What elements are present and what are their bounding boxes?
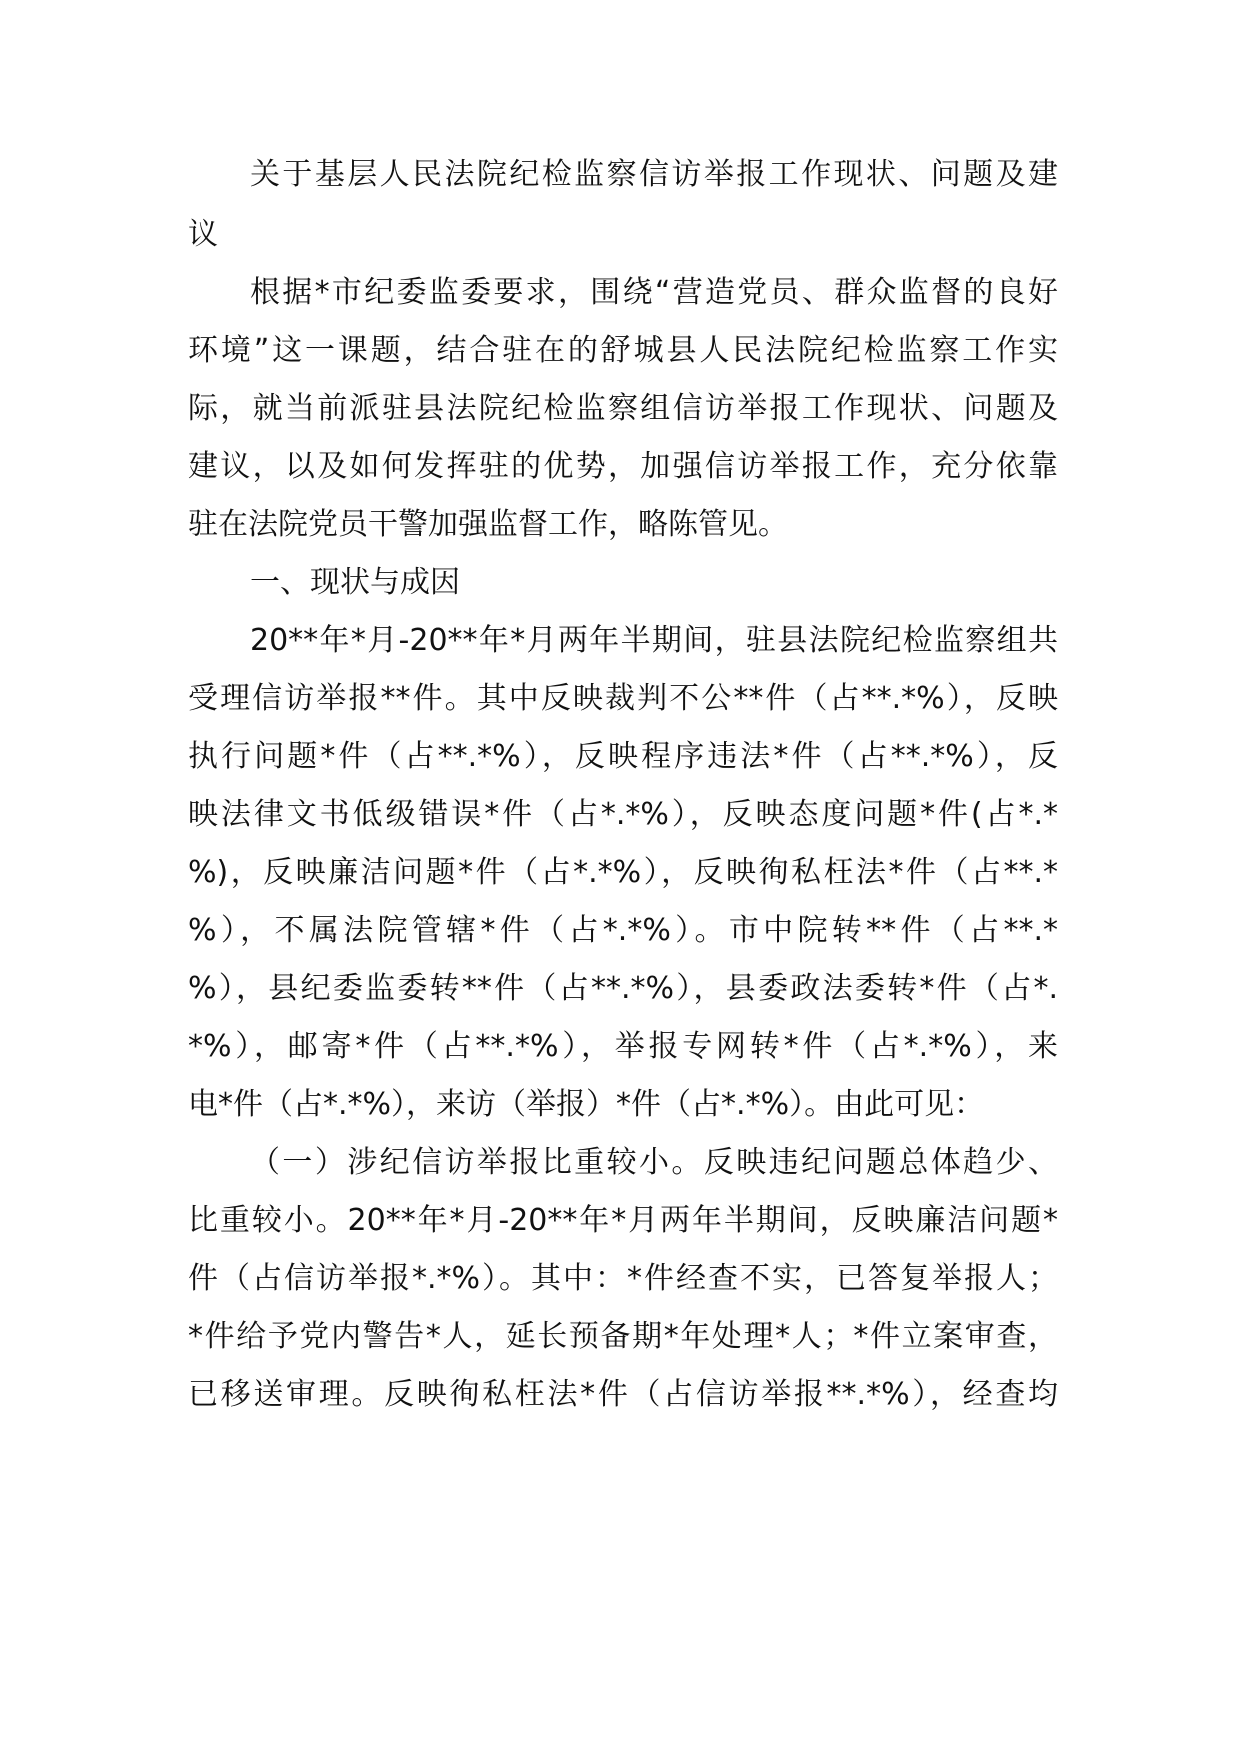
document-title-line-2: 议 <box>188 217 218 252</box>
intro-paragraph-line-2: 环境”这一课题，结合驻在的舒城县人民法院纪检监察工作实 <box>188 333 1058 368</box>
status-paragraph-line-7: %），县纪委监委转**件（占**.*%），县委政法委转*件（占*. <box>188 971 1058 1006</box>
status-paragraph-line-2: 受理信访举报**件。其中反映裁判不公**件（占**.*%），反映 <box>188 681 1058 716</box>
intro-paragraph-line-4: 建议，以及如何发挥驻的优势，加强信访举报工作，充分依靠 <box>188 449 1058 484</box>
subsection-paragraph-line-2: 比重较小。20**年*月-20**年*月两年半期间，反映廉洁问题* <box>188 1203 1058 1238</box>
status-paragraph-line-8: *%），邮寄*件（占**.*%），举报专网转*件（占*.*%），来 <box>188 1029 1058 1064</box>
status-paragraph-line-6: %），不属法院管辖*件（占*.*%）。市中院转**件（占**.* <box>188 913 1058 948</box>
status-paragraph-line-1: 20**年*月-20**年*月两年半期间，驻县法院纪检监察组共 <box>250 623 1058 658</box>
status-paragraph-line-3: 执行问题*件（占**.*%），反映程序违法*件（占**.*%），反 <box>188 739 1058 774</box>
subsection-paragraph-line-3: 件（占信访举报*.*%）。其中：*件经查不实，已答复举报人； <box>188 1261 1058 1296</box>
intro-paragraph-line-1: 根据*市纪委监委要求，围绕“营造党员、群众监督的良好 <box>250 275 1058 310</box>
section-heading: 一、现状与成因 <box>250 565 460 600</box>
status-paragraph-line-5: %)，反映廉洁问题*件（占*.*%），反映徇私枉法*件（占**.* <box>188 855 1058 890</box>
document-title-line-1: 关于基层人民法院纪检监察信访举报工作现状、问题及建 <box>250 157 1058 192</box>
intro-paragraph-line-3: 际，就当前派驻县法院纪检监察组信访举报工作现状、问题及 <box>188 391 1058 426</box>
status-paragraph-line-9: 电*件（占*.*%），来访（举报）*件（占*.*%）。由此可见： <box>188 1087 985 1122</box>
intro-paragraph-line-5: 驻在法院党员干警加强监督工作，略陈管见。 <box>188 507 788 542</box>
subsection-paragraph-line-1: （一）涉纪信访举报比重较小。反映违纪问题总体趋少、 <box>250 1145 1058 1180</box>
subsection-paragraph-line-5: 已移送审理。反映徇私枉法*件（占信访举报**.*%），经查均 <box>188 1377 1058 1412</box>
status-paragraph-line-4: 映法律文书低级错误*件（占*.*%），反映态度问题*件(占*.* <box>188 797 1058 832</box>
subsection-paragraph-line-4: *件给予党内警告*人，延长预备期*年处理*人；*件立案审查， <box>188 1319 1058 1354</box>
